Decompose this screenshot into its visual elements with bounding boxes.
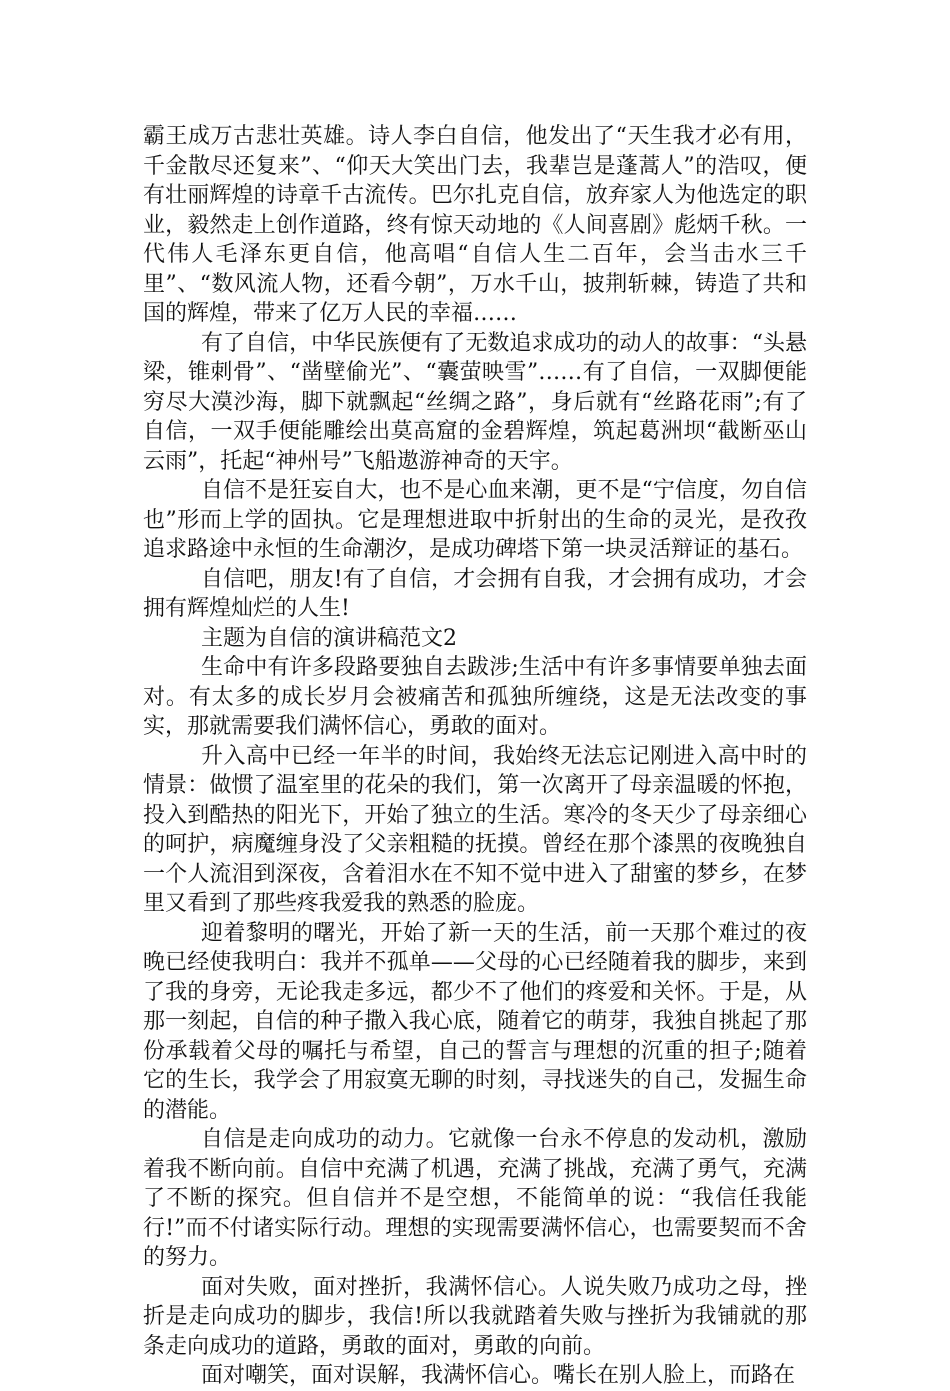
document-body xyxy=(143,122,807,1391)
paragraph-6: 升入高中已经一年半的时间，我始终无法忘记刚进入高中时的情景：做惯了温室里的花朵的我们，第一次离开了母亲温暖的怀抱，投入到酷热的阳光下，开始了独立的生活。寒冷的冬天少了母亲细心的呵护，病魔缠身没了父亲粗糙的抚摸。曾经在那个漆黑的夜晚独自一个人流泪到深夜，含着泪水在不知不觉中进入了甜蜜的梦乡，在梦里又看到了那些疼我爱我的熟悉的脸庞。 xyxy=(143,743,807,916)
paragraph-3: 自信不是狂妄自大，也不是心血来潮，更不是“宁信度，勿自信也”形而上学的固执。它是理想进取中折射出的生命的灵光，是孜孜追求路途中永恒的生命潮汐，是成功碑塔下第一块灵活辩证的基石。 xyxy=(143,478,807,562)
paragraph-4: 自信吧，朋友!有了自信，才会拥有自我，才会拥有成功，才会拥有辉煌灿烂的人生! xyxy=(143,566,807,621)
paragraph-8: 自信是走向成功的动力。它就像一台永不停息的发动机，激励着我不断向前。自信中充满了机遇，充满了挑战，充满了勇气，充满了不断的探究。但自信并不是空想，不能简单的说：“我信任我能行!”而不付诸实际行动。理想的实现需要满怀信心，也需要契而不舍的努力。 xyxy=(143,1127,807,1270)
paragraph-2: 有了自信，中华民族便有了无数追求成功的动人的故事：“头悬梁，锥刺骨”、“凿壁偷光”、“囊萤映雪”……有了自信，一双脚便能穷尽大漠沙海，脚下就飘起“丝绸之路”，身后就有“丝路花雨”;有了自信，一双手便能雕绘出莫高窟的金碧辉煌，筑起葛洲坝“截断巫山云雨”，托起“神州号”飞船遨游神奇的天宇。 xyxy=(143,330,807,474)
paragraph-5: 生命中有许多段路要独自去跋涉;生活中有许多事情要单独去面对。有太多的成长岁月会被痛苦和孤独所缠绕，这是无法改变的事实，那就需要我们满怀信心，勇敢的面对。 xyxy=(143,655,807,739)
paragraph-10: 面对嘲笑，面对误解，我满怀信心。嘴长在别人脸上，而路在 xyxy=(201,1363,796,1388)
paragraph-7: 迎着黎明的曙光，开始了新一天的生活，前一天那个难过的夜晚已经使我明白：我并不孤单——父母的心已经随着我的脚步，来到了我的身旁，无论我走多远，都少不了他们的疼爱和关怀。于是，从那一刻起，自信的种子撒入我心底，随着它的萌芽，我独自挑起了那份承载着父母的嘱托与希望，自己的誓言与理想的沉重的担子;随着它的生长，我学会了用寂寞无聊的时刻，寻找迷失的自己，发掘生命的潜能。 xyxy=(143,920,807,1123)
section-heading: 主题为自信的演讲稿范文2 xyxy=(201,625,457,651)
paragraph-1: 霸王成万古悲壮英雄。诗人李白自信，他发出了“天生我才必有用，千金散尽还复来”、“仰天大笑出门去，我辈岂是蓬蒿人”的浩叹，便有壮丽辉煌的诗章千古流传。巴尔扎克自信，放弃家人为他选定的职业，毅然走上创作道路，终有惊天动地的《人间喜剧》彪炳千秋。一代伟人毛泽东更自信，他高唱“自信人生二百年，会当击水三千里”、“数风流人物，还看今朝”，万水千山，披荆斩棘，铸造了共和国的辉煌，带来了亿万人民的幸福…… xyxy=(143,124,807,326)
paragraph-9: 面对失败，面对挫折，我满怀信心。人说失败乃成功之母，挫折是走向成功的脚步，我信!所以我就踏着失败与挫折为我铺就的那条走向成功的道路，勇敢的面对，勇敢的向前。 xyxy=(143,1274,807,1359)
